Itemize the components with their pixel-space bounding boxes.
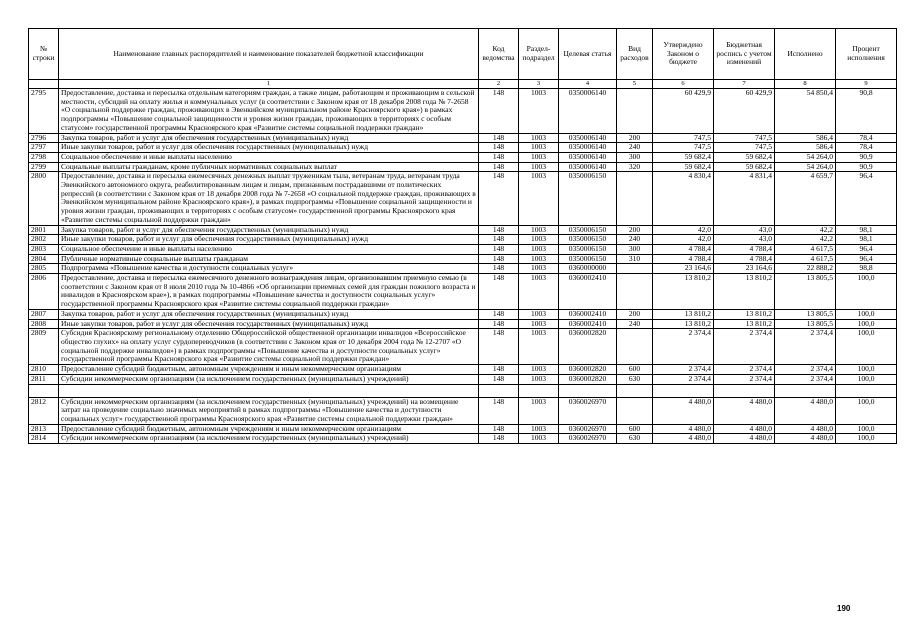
row-name: Социальное обеспечение и иные выплаты населению (59, 244, 479, 254)
row-section: 1003 (519, 152, 559, 162)
row-section: 1003 (519, 374, 559, 384)
row-approved: 13 810,2 (653, 274, 714, 310)
row-budget-schedule: 2 374,4 (714, 329, 775, 365)
row-department-code: 148 (479, 309, 519, 319)
table-row (29, 152, 897, 162)
row-department-code: 148 (479, 235, 519, 245)
row-budget-schedule: 4 480,0 (714, 434, 775, 444)
row-executed: 54 850,4 (775, 89, 836, 134)
spacer-cell (519, 384, 559, 397)
row-executed: 13 805,5 (775, 309, 836, 319)
row-name: Предоставление субсидий бюджетным, автономным учреждениям и иным некоммерческим организациям (59, 365, 479, 375)
row-section: 1003 (519, 89, 559, 134)
row-name: Иные закупки товаров, работ и услуг для обеспечения государственных (муниципальных) нужд (59, 319, 479, 329)
table-row (29, 244, 897, 254)
row-approved: 42,0 (653, 235, 714, 245)
row-percent: 100,0 (836, 434, 897, 444)
row-name: Предоставление, доставка и пересылка отдельным категориям граждан, а также лицам, работающим и проживающим в сельской местности, субсидий на оплату жилья и коммунальных услуг (в соответствии с Законом края от 18 декабря 2008 года № 7-2658 «О социальной поддержке граждан, проживающих в Эвенкийском муниципальном районе Красноярского края») в рамках подпрограммы «Повышение социальной защищенности и уровня жизни граждан, проживающих в территориях с особым статусом» государственной программы Красноярского края «Развитие системы социальной поддержки граждан» (59, 89, 479, 134)
row-number: 2803 (29, 244, 59, 254)
row-expense-type: 600 (617, 365, 653, 375)
row-percent: 90,9 (836, 162, 897, 172)
table-row (29, 162, 897, 172)
row-name: Предоставление, доставка и пересылка ежемесячных денежных выплат труженикам тыла, ветеранам труда, ветеранам труда Эвенкийского автономного округа, реабилитированным лицам и лицам, признанным пострадавшими от политических репрессий (в соответствии с Законом края от 18 декабря 2008 года № 7-2658 «О социальной поддержке граждан, проживающих в Эвенкийском муниципальном районе Красноярского края»), в рамках подпрограммы «Повышение социальной защищенности и уровня жизни граждан, проживающих в территориях с особым статусом» государственной программы Красноярского края «Развитие системы социальной поддержки граждан» (59, 172, 479, 225)
table-body (29, 89, 897, 444)
row-approved: 42,0 (653, 225, 714, 235)
column-number: 4 (559, 80, 617, 89)
row-name: Субсидии некоммерческим организациям (за исключением государственных (муниципальных) учреждений) (59, 434, 479, 444)
row-budget-schedule: 43,0 (714, 225, 775, 235)
row-approved: 4 788,4 (653, 244, 714, 254)
row-executed: 13 805,5 (775, 274, 836, 310)
row-budget-schedule: 2 374,4 (714, 374, 775, 384)
row-approved: 4 830,4 (653, 172, 714, 225)
row-approved: 4 788,4 (653, 254, 714, 264)
row-target-item: 0360002820 (559, 365, 617, 375)
header-approved: Утверждено Законом о бюджете (653, 29, 714, 80)
row-section: 1003 (519, 434, 559, 444)
table-row (29, 329, 897, 365)
row-name: Субсидии некоммерческим организациям (за исключением государственных (муниципальных) учреждений) на возмещение затрат на проведение социально значимых мероприятий в рамках подпрограммы «Повышение качества и доступности социальных услуг» государственной программы Красноярского края «Развитие системы социальной поддержки граждан» (59, 397, 479, 424)
spacer-cell (479, 384, 519, 397)
spacer-cell (775, 384, 836, 397)
row-expense-type: 310 (617, 254, 653, 264)
row-section: 1003 (519, 143, 559, 153)
row-approved: 13 810,2 (653, 309, 714, 319)
row-department-code: 148 (479, 264, 519, 274)
row-department-code: 148 (479, 133, 519, 143)
row-spacer (29, 384, 897, 397)
row-expense-type: 600 (617, 424, 653, 434)
row-target-item: 0350006140 (559, 133, 617, 143)
row-percent: 100,0 (836, 274, 897, 310)
row-percent: 100,0 (836, 365, 897, 375)
row-number: 2812 (29, 397, 59, 424)
row-name: Закупка товаров, работ и услуг для обеспечения государственных (муниципальных) нужд (59, 309, 479, 319)
row-target-item: 0360026970 (559, 434, 617, 444)
row-department-code: 148 (479, 365, 519, 375)
row-percent: 90,9 (836, 152, 897, 162)
row-expense-type: 240 (617, 319, 653, 329)
row-approved: 2 374,4 (653, 329, 714, 365)
row-section: 1003 (519, 424, 559, 434)
row-approved: 4 480,0 (653, 434, 714, 444)
row-expense-type (617, 89, 653, 134)
row-expense-type: 200 (617, 225, 653, 235)
row-executed: 2 374,4 (775, 374, 836, 384)
row-target-item: 0360002410 (559, 309, 617, 319)
column-number: 8 (775, 80, 836, 89)
row-name: Субсидии некоммерческим организациям (за исключением государственных (муниципальных) учреждений) (59, 374, 479, 384)
column-number: 1 (59, 80, 479, 89)
table-row (29, 397, 897, 424)
table-row (29, 133, 897, 143)
row-expense-type (617, 172, 653, 225)
row-number: 2799 (29, 162, 59, 172)
row-section: 1003 (519, 264, 559, 274)
row-expense-type: 630 (617, 434, 653, 444)
header-name: Наименование главных распорядителей и наименование показателей бюджетной классификации (59, 29, 479, 80)
row-expense-type: 320 (617, 162, 653, 172)
row-executed: 4 480,0 (775, 434, 836, 444)
row-name: Предоставление, доставка и пересылка ежемесячного денежного вознаграждения лицам, организовавшим приемную семью (в соответствии с Законом края от 8 июля 2010 года № 10-4866 «Об организации приемных семей для граждан пожилого возраста и инвалидов в Красноярском крае»), в рамках подпрограммы «Повышение качества и доступности социальных услуг» государственной программы Красноярского края «Развитие системы социальной поддержки граждан» (59, 274, 479, 310)
header-executed: Исполнено (775, 29, 836, 80)
row-executed: 4 617,5 (775, 244, 836, 254)
table-row (29, 89, 897, 134)
row-percent: 90,8 (836, 89, 897, 134)
column-number: 9 (836, 80, 897, 89)
row-department-code: 148 (479, 89, 519, 134)
row-executed: 4 617,5 (775, 254, 836, 264)
row-target-item: 0360002820 (559, 374, 617, 384)
row-executed: 586,4 (775, 133, 836, 143)
spacer-cell (559, 384, 617, 397)
row-approved: 2 374,4 (653, 374, 714, 384)
table-row (29, 143, 897, 153)
row-expense-type: 240 (617, 235, 653, 245)
row-department-code: 148 (479, 274, 519, 310)
row-expense-type: 300 (617, 152, 653, 162)
row-target-item: 0350006140 (559, 162, 617, 172)
row-number: 2795 (29, 89, 59, 134)
table-row (29, 319, 897, 329)
row-executed: 22 888,2 (775, 264, 836, 274)
row-target-item: 0360002410 (559, 319, 617, 329)
table-row (29, 365, 897, 375)
row-percent: 96,4 (836, 172, 897, 225)
table-row (29, 172, 897, 225)
row-department-code: 148 (479, 374, 519, 384)
header-expense-type: Вид расходов (617, 29, 653, 80)
header-department-code: Код ведомства (479, 29, 519, 80)
spacer-cell (714, 384, 775, 397)
row-target-item: 0350006150 (559, 225, 617, 235)
row-budget-schedule: 23 164,6 (714, 264, 775, 274)
row-budget-schedule: 13 810,2 (714, 319, 775, 329)
row-section: 1003 (519, 319, 559, 329)
row-number: 2805 (29, 264, 59, 274)
column-number (29, 80, 59, 89)
column-number: 2 (479, 80, 519, 89)
row-target-item: 0360026970 (559, 424, 617, 434)
row-budget-schedule: 4 480,0 (714, 424, 775, 434)
row-number: 2813 (29, 424, 59, 434)
row-name: Иные закупки товаров, работ и услуг для обеспечения государственных (муниципальных) нужд (59, 235, 479, 245)
row-executed: 54 264,0 (775, 152, 836, 162)
row-section: 1003 (519, 162, 559, 172)
row-section: 1003 (519, 274, 559, 310)
budget-table (28, 28, 897, 444)
row-name: Публичные нормативные социальные выплаты гражданам (59, 254, 479, 264)
row-expense-type: 200 (617, 133, 653, 143)
row-expense-type: 200 (617, 309, 653, 319)
column-number: 3 (519, 80, 559, 89)
row-budget-schedule: 59 682,4 (714, 152, 775, 162)
row-percent: 100,0 (836, 309, 897, 319)
row-approved: 4 480,0 (653, 397, 714, 424)
row-expense-type: 630 (617, 374, 653, 384)
row-percent: 98,8 (836, 264, 897, 274)
row-budget-schedule: 747,5 (714, 133, 775, 143)
row-number: 2806 (29, 274, 59, 310)
row-department-code: 148 (479, 397, 519, 424)
row-expense-type: 240 (617, 143, 653, 153)
row-target-item: 0350006140 (559, 152, 617, 162)
row-number: 2804 (29, 254, 59, 264)
row-number: 2802 (29, 235, 59, 245)
row-expense-type (617, 274, 653, 310)
row-number: 2801 (29, 225, 59, 235)
row-executed: 2 374,4 (775, 329, 836, 365)
row-section: 1003 (519, 244, 559, 254)
row-expense-type (617, 264, 653, 274)
row-approved: 60 429,9 (653, 89, 714, 134)
table-header-row (29, 29, 897, 80)
row-approved: 2 374,4 (653, 365, 714, 375)
row-executed: 4 480,0 (775, 424, 836, 434)
row-budget-schedule: 4 788,4 (714, 254, 775, 264)
row-expense-type (617, 397, 653, 424)
row-target-item: 0350006140 (559, 143, 617, 153)
row-approved: 747,5 (653, 133, 714, 143)
row-department-code: 148 (479, 172, 519, 225)
header-budget-schedule: Бюджетная роспись с учетом изменений (714, 29, 775, 80)
column-number-row (29, 80, 897, 89)
row-number: 2797 (29, 143, 59, 153)
header-target-item: Целевая статья (559, 29, 617, 80)
column-number: 5 (617, 80, 653, 89)
row-section: 1003 (519, 365, 559, 375)
row-target-item: 0350006140 (559, 89, 617, 134)
row-budget-schedule: 59 682,4 (714, 162, 775, 172)
row-department-code: 148 (479, 162, 519, 172)
row-percent: 98,1 (836, 225, 897, 235)
row-approved: 23 164,6 (653, 264, 714, 274)
row-department-code: 148 (479, 329, 519, 365)
row-percent: 78,4 (836, 143, 897, 153)
row-number: 2810 (29, 365, 59, 375)
row-name: Закупка товаров, работ и услуг для обеспечения государственных (муниципальных) нужд (59, 225, 479, 235)
row-target-item: 0350006150 (559, 254, 617, 264)
row-approved: 13 810,2 (653, 319, 714, 329)
header-section: Раздел-подраздел (519, 29, 559, 80)
row-executed: 586,4 (775, 143, 836, 153)
row-budget-schedule: 13 810,2 (714, 309, 775, 319)
row-percent: 96,4 (836, 254, 897, 264)
row-percent: 98,1 (836, 235, 897, 245)
row-expense-type: 300 (617, 244, 653, 254)
row-executed: 4 480,0 (775, 397, 836, 424)
row-number: 2796 (29, 133, 59, 143)
row-target-item: 0360002820 (559, 329, 617, 365)
row-department-code: 148 (479, 143, 519, 153)
column-number: 6 (653, 80, 714, 89)
row-target-item: 0350006150 (559, 244, 617, 254)
column-number: 7 (714, 80, 775, 89)
row-executed: 13 805,5 (775, 319, 836, 329)
row-executed: 4 659,7 (775, 172, 836, 225)
row-department-code: 148 (479, 244, 519, 254)
spacer-cell (653, 384, 714, 397)
row-section: 1003 (519, 172, 559, 225)
row-executed: 2 374,4 (775, 365, 836, 375)
row-department-code: 148 (479, 225, 519, 235)
header-percent: Процент исполнения (836, 29, 897, 80)
row-percent: 100,0 (836, 374, 897, 384)
row-budget-schedule: 43,0 (714, 235, 775, 245)
row-name: Подпрограмма «Повышение качества и доступности социальных услуг» (59, 264, 479, 274)
row-approved: 59 682,4 (653, 162, 714, 172)
row-section: 1003 (519, 254, 559, 264)
row-approved: 4 480,0 (653, 424, 714, 434)
row-number: 2798 (29, 152, 59, 162)
row-executed: 42,2 (775, 225, 836, 235)
row-department-code: 148 (479, 254, 519, 264)
row-percent: 78,4 (836, 133, 897, 143)
row-number: 2808 (29, 319, 59, 329)
row-budget-schedule: 13 810,2 (714, 274, 775, 310)
table-row (29, 309, 897, 319)
row-budget-schedule: 747,5 (714, 143, 775, 153)
table-row (29, 254, 897, 264)
row-expense-type (617, 329, 653, 365)
row-number: 2814 (29, 434, 59, 444)
row-percent: 100,0 (836, 329, 897, 365)
spacer-cell (836, 384, 897, 397)
row-percent: 100,0 (836, 397, 897, 424)
row-department-code: 148 (479, 424, 519, 434)
spacer-cell (29, 384, 59, 397)
table-row (29, 374, 897, 384)
row-number: 2800 (29, 172, 59, 225)
row-name: Субсидия Красноярскому региональному отделению Общероссийской общественной организации инвалидов «Всероссийское общество глухих» на оплату услуг сурдопереводчиков (в соответствии с Законом края от 10 декабря 2004 года № 12-2707 «О социальной поддержке инвалидов») в рамках подпрограммы «Повышение качества и доступности социальных услуг» государственной программы Красноярского края «Развитие системы социальной поддержки граждан» (59, 329, 479, 365)
row-section: 1003 (519, 133, 559, 143)
row-name: Иные закупки товаров, работ и услуг для обеспечения государственных (муниципальных) нужд (59, 143, 479, 153)
budget-report-page (28, 28, 896, 444)
row-section: 1003 (519, 329, 559, 365)
table-row (29, 424, 897, 434)
row-department-code: 148 (479, 152, 519, 162)
row-executed: 54 264,0 (775, 162, 836, 172)
table-row (29, 225, 897, 235)
row-target-item: 0350006150 (559, 172, 617, 225)
row-budget-schedule: 4 788,4 (714, 244, 775, 254)
row-section: 1003 (519, 225, 559, 235)
page-number: 190 (837, 604, 851, 613)
row-number: 2811 (29, 374, 59, 384)
row-department-code: 148 (479, 319, 519, 329)
row-approved: 59 682,4 (653, 152, 714, 162)
row-name: Социальное обеспечение и иные выплаты населению (59, 152, 479, 162)
table-row (29, 274, 897, 310)
row-target-item: 0360000000 (559, 264, 617, 274)
row-executed: 42,2 (775, 235, 836, 245)
spacer-cell (617, 384, 653, 397)
row-name: Предоставление субсидий бюджетным, автономным учреждениям и иным некоммерческим организациям (59, 424, 479, 434)
row-section: 1003 (519, 235, 559, 245)
row-target-item: 0350006150 (559, 235, 617, 245)
table-row (29, 264, 897, 274)
row-budget-schedule: 4 831,4 (714, 172, 775, 225)
row-percent: 96,4 (836, 244, 897, 254)
row-target-item: 0360026970 (559, 397, 617, 424)
row-percent: 100,0 (836, 424, 897, 434)
row-section: 1003 (519, 309, 559, 319)
row-name: Закупка товаров, работ и услуг для обеспечения государственных (муниципальных) нужд (59, 133, 479, 143)
row-number: 2809 (29, 329, 59, 365)
row-department-code: 148 (479, 434, 519, 444)
row-approved: 747,5 (653, 143, 714, 153)
row-budget-schedule: 4 480,0 (714, 397, 775, 424)
row-target-item: 0360002410 (559, 274, 617, 310)
row-name: Социальные выплаты гражданам, кроме публичных нормативных социальных выплат (59, 162, 479, 172)
table-row (29, 434, 897, 444)
row-budget-schedule: 60 429,9 (714, 89, 775, 134)
row-section: 1003 (519, 397, 559, 424)
table-row (29, 235, 897, 245)
row-percent: 100,0 (836, 319, 897, 329)
row-budget-schedule: 2 374,4 (714, 365, 775, 375)
row-number: 2807 (29, 309, 59, 319)
header-row-number: № строки (29, 29, 59, 80)
spacer-cell (59, 384, 479, 397)
